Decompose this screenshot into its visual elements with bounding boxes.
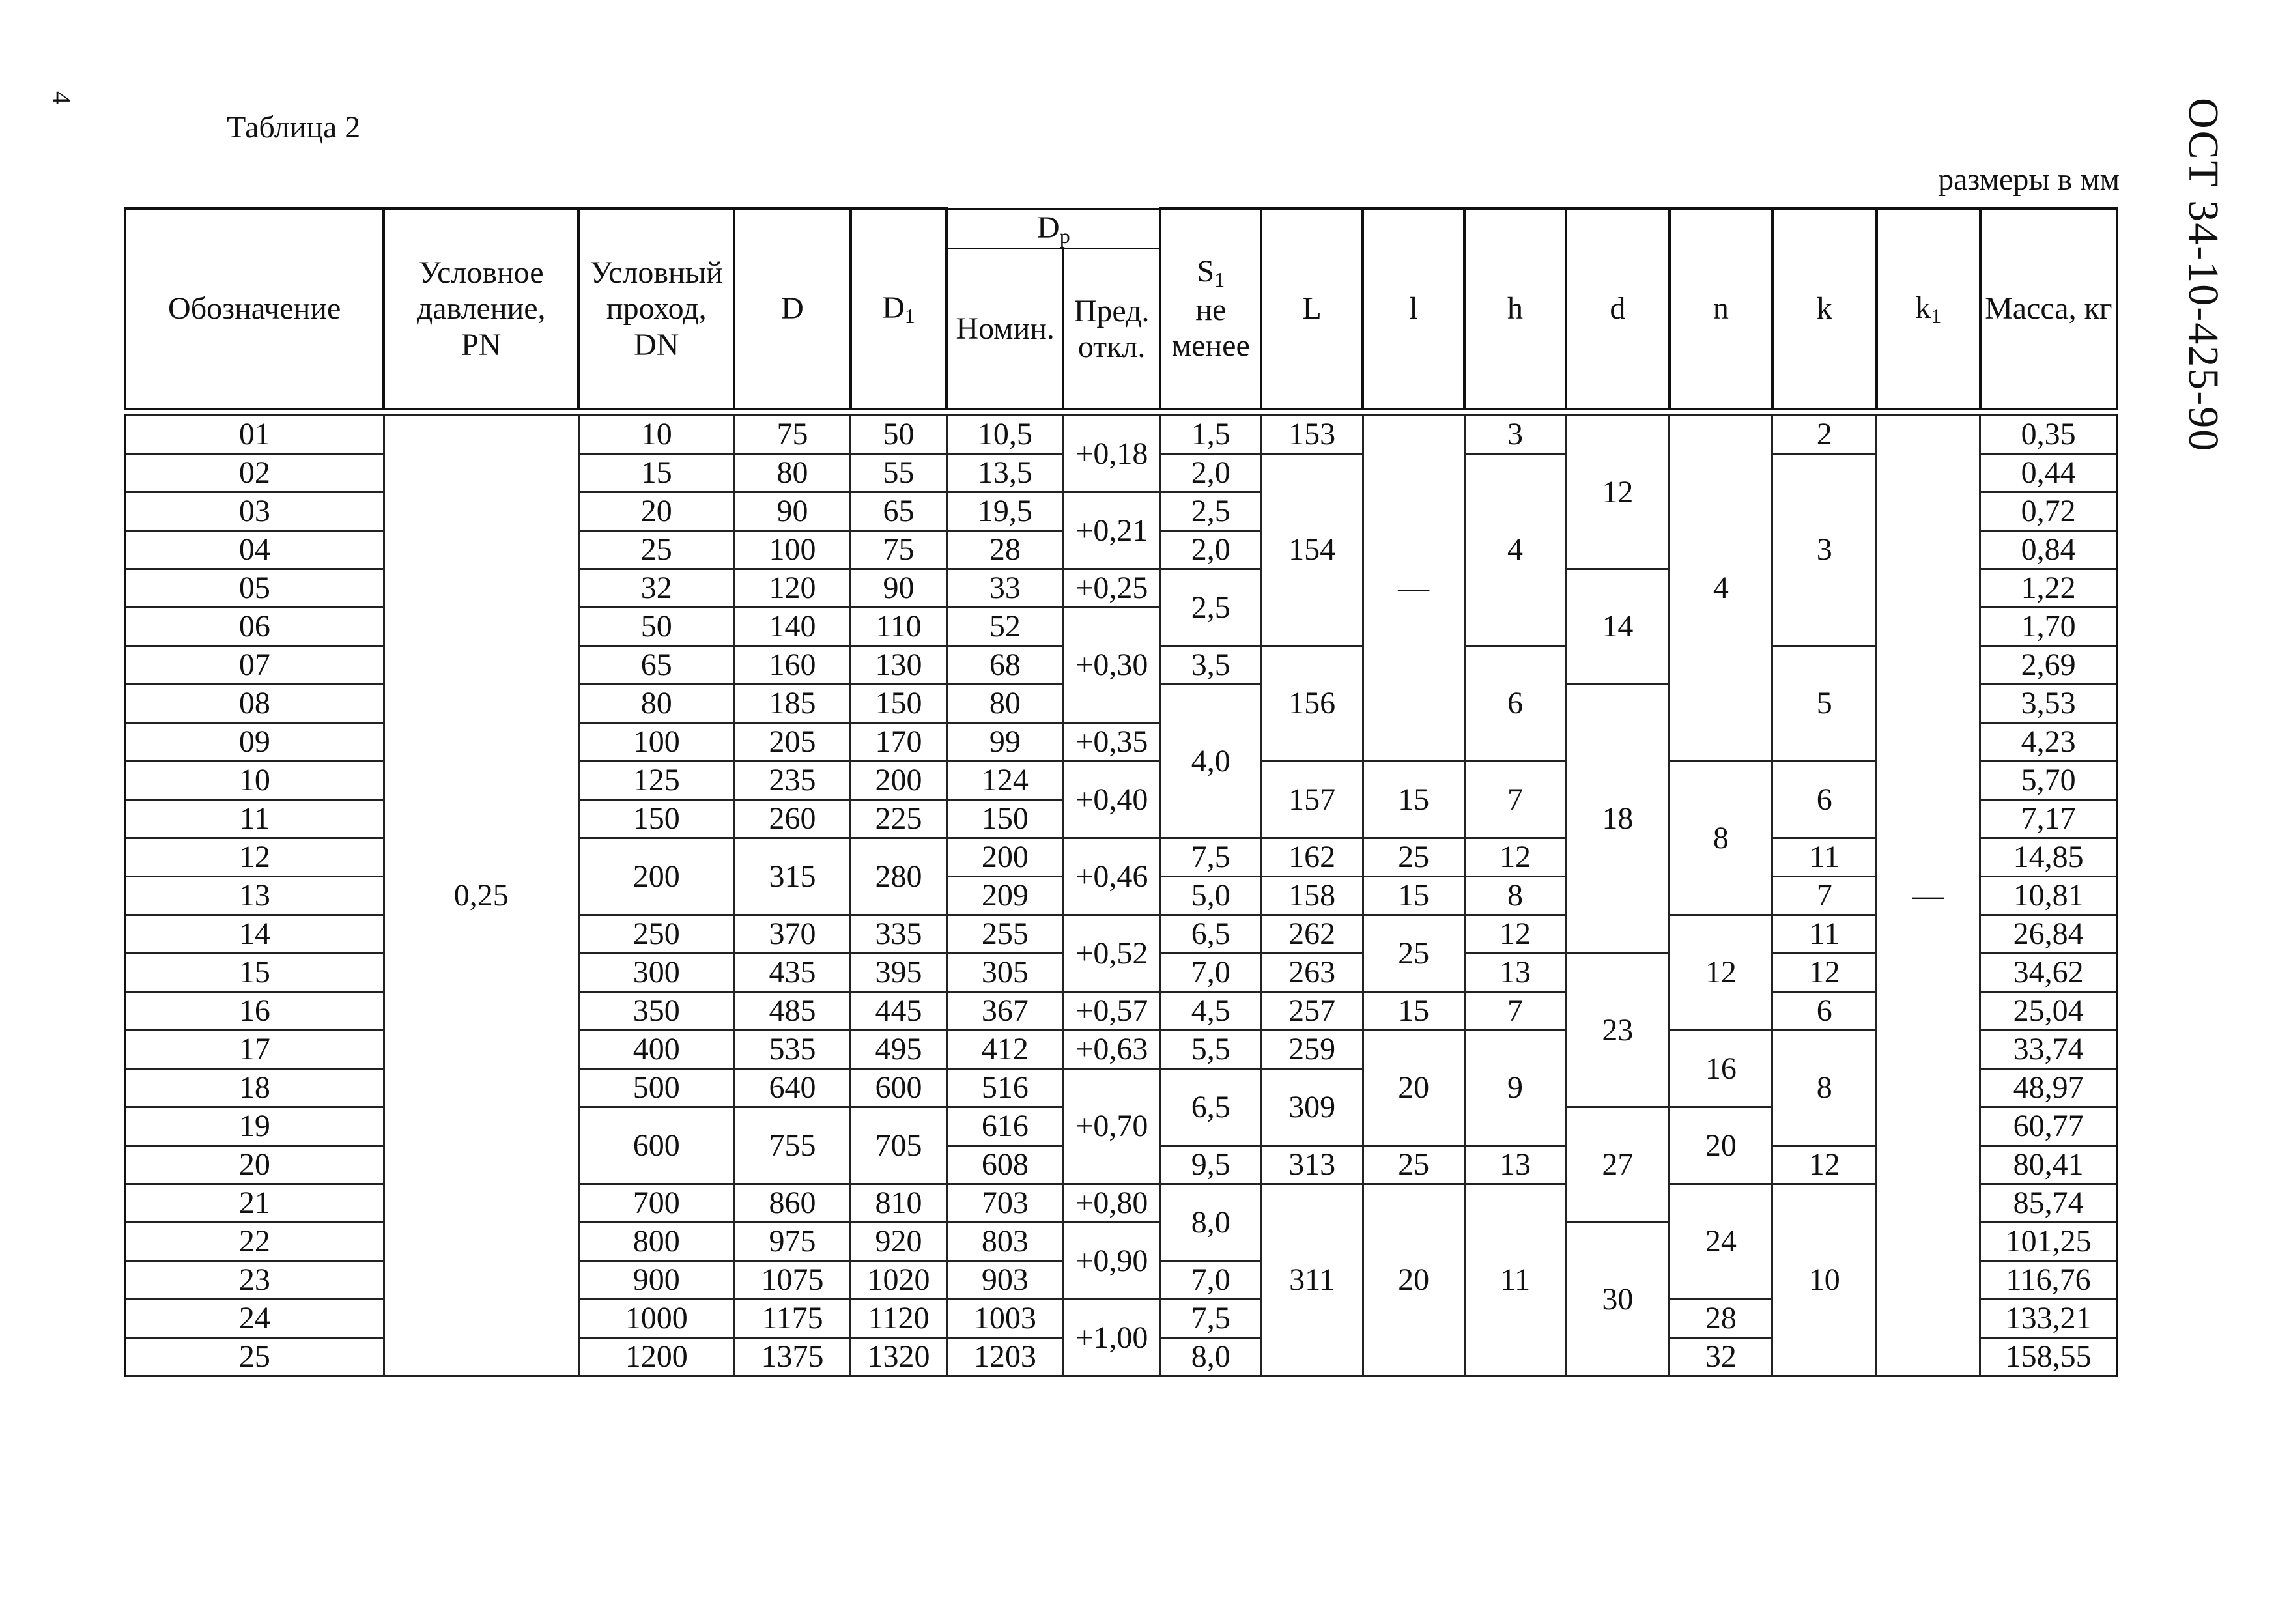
- L-cell: 313: [1261, 1146, 1363, 1184]
- mass-cell: 26,84: [1980, 915, 2117, 954]
- dp-tol-cell: +0,90: [1063, 1223, 1160, 1300]
- header-dn: [578, 208, 734, 409]
- dp-nom-cell: 150: [946, 800, 1063, 838]
- mass-cell: 7,17: [1980, 800, 2117, 838]
- mass-cell: 1,22: [1980, 569, 2117, 608]
- S1-cell: 3,5: [1160, 646, 1261, 685]
- mass-cell: 1,70: [1980, 608, 2117, 646]
- k-cell: 6: [1772, 992, 1877, 1031]
- k1-cell: —: [1877, 416, 1980, 1376]
- dp-tol-cell: +0,21: [1063, 492, 1160, 569]
- D1-cell: 920: [851, 1223, 947, 1261]
- mass-cell: 5,70: [1980, 762, 2117, 800]
- dn-cell: 1000: [578, 1300, 734, 1338]
- L-cell: 259: [1261, 1031, 1363, 1069]
- dp-nom-cell: 10,5: [946, 416, 1063, 454]
- L-cell: 157: [1261, 762, 1363, 838]
- header-n: n: [1670, 208, 1772, 409]
- oboznachenie-cell: 10: [125, 762, 384, 800]
- D-cell: 535: [734, 1031, 850, 1069]
- n-cell: 20: [1670, 1107, 1772, 1184]
- d-cell: 18: [1566, 685, 1670, 954]
- dp-nom-cell: 19,5: [946, 492, 1063, 531]
- D-cell: 315: [734, 838, 850, 915]
- l-cell: 25: [1363, 915, 1464, 992]
- D-cell: 1375: [734, 1338, 850, 1376]
- L-cell: 158: [1261, 877, 1363, 915]
- D-cell: 100: [734, 531, 850, 569]
- header-D: D: [734, 208, 850, 409]
- D-cell: 80: [734, 454, 850, 492]
- D-cell: 860: [734, 1184, 850, 1223]
- n-cell: 4: [1670, 416, 1772, 762]
- S1-cell: 2,5: [1160, 569, 1261, 646]
- oboznachenie-cell: 14: [125, 915, 384, 954]
- header-L: L: [1261, 208, 1363, 409]
- dn-cell: 300: [578, 954, 734, 992]
- L-cell: 257: [1261, 992, 1363, 1031]
- dn-cell: 400: [578, 1031, 734, 1069]
- dn-cell: 600: [578, 1107, 734, 1184]
- h-cell: 13: [1464, 954, 1566, 992]
- D1-cell: 65: [851, 492, 947, 531]
- D-cell: 640: [734, 1069, 850, 1107]
- k-cell: 10: [1772, 1184, 1877, 1376]
- oboznachenie-cell: 01: [125, 416, 384, 454]
- dp-nom-cell: 200: [946, 838, 1063, 877]
- dp-nom-cell: 99: [946, 723, 1063, 762]
- dp-tol-cell: +0,80: [1063, 1184, 1160, 1223]
- dn-cell: 700: [578, 1184, 734, 1223]
- dp-nom-cell: 28: [946, 531, 1063, 569]
- l-cell: 25: [1363, 1146, 1464, 1184]
- l-cell: —: [1363, 416, 1464, 762]
- pn-cell: 0,25: [384, 416, 578, 1376]
- mass-cell: 0,44: [1980, 454, 2117, 492]
- D-cell: 1075: [734, 1261, 850, 1300]
- S1-cell: 4,0: [1160, 685, 1261, 838]
- D1-cell: 150: [851, 685, 947, 723]
- D-cell: 140: [734, 608, 850, 646]
- L-cell: 309: [1261, 1069, 1363, 1146]
- oboznachenie-cell: 22: [125, 1223, 384, 1261]
- dp-nom-cell: 209: [946, 877, 1063, 915]
- dn-cell: 200: [578, 838, 734, 915]
- oboznachenie-cell: 24: [125, 1300, 384, 1338]
- D-cell: 185: [734, 685, 850, 723]
- D1-cell: 495: [851, 1031, 947, 1069]
- D-cell: 435: [734, 954, 850, 992]
- h-cell: 8: [1464, 877, 1566, 915]
- dn-cell: 350: [578, 992, 734, 1031]
- D-cell: 90: [734, 492, 850, 531]
- dn-cell: 800: [578, 1223, 734, 1261]
- dn-cell: 1200: [578, 1338, 734, 1376]
- k-cell: 12: [1772, 954, 1877, 992]
- header-S1-sub: 1: [1214, 268, 1225, 292]
- mass-cell: 10,81: [1980, 877, 2117, 915]
- dn-cell: 900: [578, 1261, 734, 1300]
- L-cell: 311: [1261, 1184, 1363, 1376]
- k-cell: 12: [1772, 1146, 1877, 1184]
- D1-cell: 200: [851, 762, 947, 800]
- dp-nom-cell: 80: [946, 685, 1063, 723]
- header-Dp: [946, 208, 1160, 249]
- l-cell: 15: [1363, 877, 1464, 915]
- mass-cell: 60,77: [1980, 1107, 2117, 1146]
- S1-cell: 7,5: [1160, 838, 1261, 877]
- dn-cell: 15: [578, 454, 734, 492]
- D-cell: 260: [734, 800, 850, 838]
- dn-cell: 20: [578, 492, 734, 531]
- k-cell: 5: [1772, 646, 1877, 762]
- k-cell: 3: [1772, 454, 1877, 646]
- k-cell: 8: [1772, 1031, 1877, 1146]
- S1-cell: 7,5: [1160, 1300, 1261, 1338]
- header-k1-main: k: [1915, 290, 1931, 325]
- l-cell: 20: [1363, 1031, 1464, 1146]
- n-cell: 28: [1670, 1300, 1772, 1338]
- header-l: l: [1363, 208, 1464, 409]
- D1-cell: 705: [851, 1107, 947, 1184]
- S1-cell: 5,5: [1160, 1031, 1261, 1069]
- dn-cell: 150: [578, 800, 734, 838]
- header-S1-note: не менее: [1171, 292, 1250, 363]
- header-oboznachenie: Обозначение: [125, 208, 384, 409]
- dp-tol-cell: +0,35: [1063, 723, 1160, 762]
- mass-cell: 133,21: [1980, 1300, 2117, 1338]
- dp-nom-cell: 803: [946, 1223, 1063, 1261]
- D1-cell: 395: [851, 954, 947, 992]
- D-cell: 75: [734, 416, 850, 454]
- dp-nom-cell: 516: [946, 1069, 1063, 1107]
- page-number: 4: [47, 91, 76, 104]
- dp-nom-cell: 33: [946, 569, 1063, 608]
- dn-cell: 50: [578, 608, 734, 646]
- header-k1-sub: 1: [1931, 304, 1942, 328]
- S1-cell: 2,0: [1160, 454, 1261, 492]
- dp-tol-cell: +0,25: [1063, 569, 1160, 608]
- D1-cell: 130: [851, 646, 947, 685]
- units-note: размеры в мм: [1938, 162, 2120, 197]
- l-cell: 20: [1363, 1184, 1464, 1376]
- oboznachenie-cell: 19: [125, 1107, 384, 1146]
- oboznachenie-cell: 13: [125, 877, 384, 915]
- D-cell: 120: [734, 569, 850, 608]
- table-header: [124, 207, 2118, 410]
- D-cell: 485: [734, 992, 850, 1031]
- oboznachenie-cell: 08: [125, 685, 384, 723]
- mass-cell: 3,53: [1980, 685, 2117, 723]
- h-cell: 13: [1464, 1146, 1566, 1184]
- d-cell: 27: [1566, 1107, 1670, 1223]
- header-nomin: Номин.: [946, 249, 1063, 409]
- L-cell: 153: [1261, 416, 1363, 454]
- oboznachenie-cell: 03: [125, 492, 384, 531]
- oboznachenie-cell: 17: [125, 1031, 384, 1069]
- header-k1: [1877, 208, 1980, 409]
- D-cell: 755: [734, 1107, 850, 1184]
- d-cell: 14: [1566, 569, 1670, 685]
- S1-cell: 8,0: [1160, 1184, 1261, 1261]
- dp-tol-cell: +0,40: [1063, 762, 1160, 838]
- oboznachenie-cell: 07: [125, 646, 384, 685]
- dp-tol-cell: +0,63: [1063, 1031, 1160, 1069]
- n-cell: 8: [1670, 762, 1772, 915]
- D1-cell: 600: [851, 1069, 947, 1107]
- mass-cell: 2,69: [1980, 646, 2117, 685]
- header-pn-label: Условное давление,: [416, 255, 546, 326]
- l-cell: 15: [1363, 762, 1464, 838]
- h-cell: 9: [1464, 1031, 1566, 1146]
- L-cell: 154: [1261, 454, 1363, 646]
- dp-tol-cell: +0,52: [1063, 915, 1160, 992]
- k-cell: 11: [1772, 915, 1877, 954]
- D1-cell: 445: [851, 992, 947, 1031]
- document-code: ОСТ 34-10-425-90: [2180, 98, 2227, 453]
- L-cell: 162: [1261, 838, 1363, 877]
- D-cell: 975: [734, 1223, 850, 1261]
- header-Dp-sub: p: [1059, 223, 1070, 248]
- oboznachenie-cell: 21: [125, 1184, 384, 1223]
- mass-cell: 33,74: [1980, 1031, 2117, 1069]
- D1-cell: 55: [851, 454, 947, 492]
- D-cell: 205: [734, 723, 850, 762]
- dp-nom-cell: 68: [946, 646, 1063, 685]
- dn-cell: 100: [578, 723, 734, 762]
- dn-cell: 500: [578, 1069, 734, 1107]
- dp-tol-cell: +0,70: [1063, 1069, 1160, 1184]
- d-cell: 30: [1566, 1223, 1670, 1376]
- oboznachenie-cell: 20: [125, 1146, 384, 1184]
- S1-cell: 9,5: [1160, 1146, 1261, 1184]
- S1-cell: 2,5: [1160, 492, 1261, 531]
- h-cell: 12: [1464, 838, 1566, 877]
- n-cell: 16: [1670, 1031, 1772, 1107]
- d-cell: 23: [1566, 954, 1670, 1107]
- mass-cell: 158,55: [1980, 1338, 2117, 1376]
- mass-cell: 48,97: [1980, 1069, 2117, 1107]
- S1-cell: 7,0: [1160, 1261, 1261, 1300]
- header-S1-main: S: [1197, 254, 1215, 289]
- l-cell: 15: [1363, 992, 1464, 1031]
- D1-cell: 225: [851, 800, 947, 838]
- D1-cell: 110: [851, 608, 947, 646]
- header-k: k: [1772, 208, 1877, 409]
- k-cell: 6: [1772, 762, 1877, 838]
- header-dn-symbol: DN: [634, 327, 679, 362]
- header-d: d: [1566, 208, 1670, 409]
- dp-nom-cell: 13,5: [946, 454, 1063, 492]
- S1-cell: 7,0: [1160, 954, 1261, 992]
- h-cell: 3: [1464, 416, 1566, 454]
- D1-cell: 90: [851, 569, 947, 608]
- S1-cell: 2,0: [1160, 531, 1261, 569]
- D-cell: 235: [734, 762, 850, 800]
- header-pred-otkl: Пред. откл.: [1063, 249, 1160, 409]
- dn-cell: 250: [578, 915, 734, 954]
- oboznachenie-cell: 15: [125, 954, 384, 992]
- h-cell: 6: [1464, 646, 1566, 762]
- mass-cell: 34,62: [1980, 954, 2117, 992]
- k-cell: 2: [1772, 416, 1877, 454]
- mass-cell: 85,74: [1980, 1184, 2117, 1223]
- dp-nom-cell: 367: [946, 992, 1063, 1031]
- h-cell: 4: [1464, 454, 1566, 646]
- dp-tol-cell: +0,30: [1063, 608, 1160, 723]
- header-pn: [384, 208, 578, 409]
- dp-nom-cell: 52: [946, 608, 1063, 646]
- mass-cell: 0,72: [1980, 492, 2117, 531]
- D1-cell: 1120: [851, 1300, 947, 1338]
- oboznachenie-cell: 12: [125, 838, 384, 877]
- S1-cell: 1,5: [1160, 416, 1261, 454]
- oboznachenie-cell: 18: [125, 1069, 384, 1107]
- D1-cell: 75: [851, 531, 947, 569]
- oboznachenie-cell: 04: [125, 531, 384, 569]
- h-cell: 12: [1464, 915, 1566, 954]
- dn-cell: 65: [578, 646, 734, 685]
- S1-cell: 8,0: [1160, 1338, 1261, 1376]
- dp-nom-cell: 703: [946, 1184, 1063, 1223]
- oboznachenie-cell: 06: [125, 608, 384, 646]
- mass-cell: 0,35: [1980, 416, 2117, 454]
- dp-tol-cell: +0,57: [1063, 992, 1160, 1031]
- d-cell: 12: [1566, 416, 1670, 569]
- h-cell: 11: [1464, 1184, 1566, 1376]
- k-cell: 11: [1772, 838, 1877, 877]
- D1-cell: 280: [851, 838, 947, 915]
- table-caption: Таблица 2: [227, 110, 361, 145]
- dp-tol-cell: +0,18: [1063, 416, 1160, 492]
- table-row: [125, 416, 2117, 454]
- mass-cell: 0,84: [1980, 531, 2117, 569]
- header-S1: [1160, 208, 1261, 409]
- D-cell: 1175: [734, 1300, 850, 1338]
- dp-nom-cell: 305: [946, 954, 1063, 992]
- dp-nom-cell: 124: [946, 762, 1063, 800]
- L-cell: 263: [1261, 954, 1363, 992]
- data-table: [124, 414, 2118, 1377]
- dp-nom-cell: 1003: [946, 1300, 1063, 1338]
- h-cell: 7: [1464, 992, 1566, 1031]
- D1-cell: 810: [851, 1184, 947, 1223]
- dp-nom-cell: 608: [946, 1146, 1063, 1184]
- D1-cell: 50: [851, 416, 947, 454]
- h-cell: 7: [1464, 762, 1566, 838]
- mass-cell: 4,23: [1980, 723, 2117, 762]
- dn-cell: 10: [578, 416, 734, 454]
- dp-tol-cell: +0,46: [1063, 838, 1160, 915]
- D1-cell: 1320: [851, 1338, 947, 1376]
- header-D1: [851, 208, 947, 409]
- oboznachenie-cell: 16: [125, 992, 384, 1031]
- oboznachenie-cell: 02: [125, 454, 384, 492]
- mass-cell: 14,85: [1980, 838, 2117, 877]
- D-cell: 160: [734, 646, 850, 685]
- dn-cell: 25: [578, 531, 734, 569]
- D1-cell: 170: [851, 723, 947, 762]
- header-h: h: [1464, 208, 1566, 409]
- oboznachenie-cell: 11: [125, 800, 384, 838]
- dp-nom-cell: 1203: [946, 1338, 1063, 1376]
- header-Dp-main: D: [1037, 210, 1060, 245]
- S1-cell: 4,5: [1160, 992, 1261, 1031]
- oboznachenie-cell: 23: [125, 1261, 384, 1300]
- D1-cell: 1020: [851, 1261, 947, 1300]
- n-cell: 24: [1670, 1184, 1772, 1300]
- oboznachenie-cell: 09: [125, 723, 384, 762]
- header-dn-label: Условный проход,: [590, 255, 723, 326]
- dp-nom-cell: 903: [946, 1261, 1063, 1300]
- n-cell: 12: [1670, 915, 1772, 1031]
- S1-cell: 6,5: [1160, 915, 1261, 954]
- mass-cell: 25,04: [1980, 992, 2117, 1031]
- l-cell: 25: [1363, 838, 1464, 877]
- L-cell: 156: [1261, 646, 1363, 762]
- dn-cell: 80: [578, 685, 734, 723]
- header-mass: Масса, кг: [1980, 208, 2117, 409]
- n-cell: 32: [1670, 1338, 1772, 1376]
- D1-cell: 335: [851, 915, 947, 954]
- header-D1-sub: 1: [904, 304, 915, 328]
- L-cell: 262: [1261, 915, 1363, 954]
- oboznachenie-cell: 25: [125, 1338, 384, 1376]
- dn-cell: 32: [578, 569, 734, 608]
- S1-cell: 6,5: [1160, 1069, 1261, 1146]
- S1-cell: 5,0: [1160, 877, 1261, 915]
- D-cell: 370: [734, 915, 850, 954]
- dp-tol-cell: +1,00: [1063, 1300, 1160, 1376]
- dp-nom-cell: 255: [946, 915, 1063, 954]
- header-pn-symbol: PN: [461, 327, 502, 362]
- header-D1-main: D: [882, 290, 905, 325]
- mass-cell: 80,41: [1980, 1146, 2117, 1184]
- dn-cell: 125: [578, 762, 734, 800]
- mass-cell: 101,25: [1980, 1223, 2117, 1261]
- mass-cell: 116,76: [1980, 1261, 2117, 1300]
- k-cell: 7: [1772, 877, 1877, 915]
- dp-nom-cell: 616: [946, 1107, 1063, 1146]
- dp-nom-cell: 412: [946, 1031, 1063, 1069]
- oboznachenie-cell: 05: [125, 569, 384, 608]
